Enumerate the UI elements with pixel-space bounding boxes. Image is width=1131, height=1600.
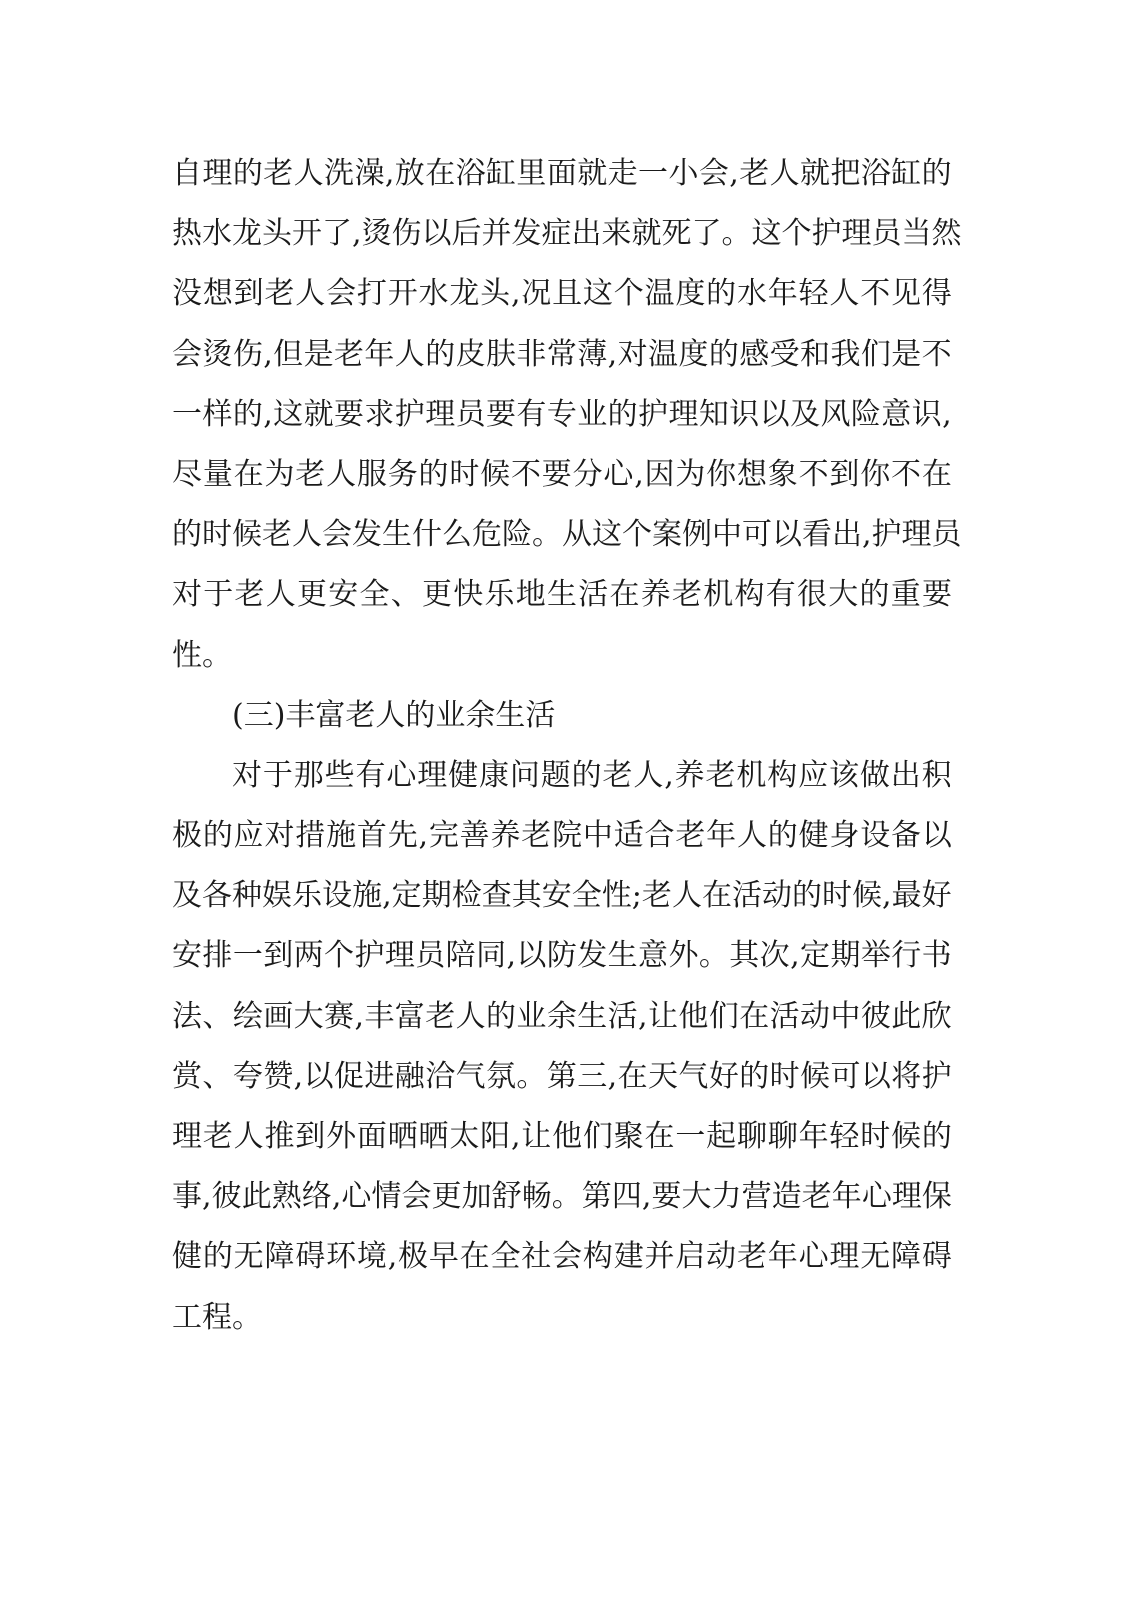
- body-text: [172, 144, 962, 1348]
- paragraph-1-line: 对 于 老 人 更 安 全 、 更 快 乐 地 生 活 在 养 老 机 构 有 很 大 的 重 要: [172, 577, 952, 613]
- paragraph-1-line: 会 烫 伤 , 但 是 老 年 人 的 皮 肤 非 常 薄 , 对 温 度 的 感 受 和 我 们 是 不: [172, 336, 952, 372]
- paragraph-2-line: 对 于 那 些 有 心 理 健 康 问 题 的 老 人 , 养 老 机 构 应 该 做 出 积: [232, 757, 952, 793]
- paragraph-1-line: 热 水 龙 头 开 了 , 烫 伤 以 后 并 发 症 出 来 就 死 了 。 这 个 护 理 员 当 然: [172, 216, 962, 252]
- paragraph-1-line: 自 理 的 老 人 洗 澡 , 放 在 浴 缸 里 面 就 走 一 小 会 , 老 人 就 把 浴 缸 的: [172, 156, 952, 191]
- paragraph-2-line: 法 、 绘 画 大 赛 , 丰 富 老 人 的 业 余 生 活 , 让 他 们 在 活 动 中 彼 此 欣: [172, 998, 952, 1034]
- paragraph-1-line: 尽 量 在 为 老 人 服 务 的 时 候 不 要 分 心 , 因 为 你 想 象 不 到 你 不 在: [172, 456, 952, 492]
- paragraph-2-line: 理 老 人 推 到 外 面 晒 晒 太 阳 , 让 他 们 聚 在 一 起 聊 聊 年 轻 时 候 的: [172, 1119, 952, 1154]
- paragraph-2-line: 及 各 种 娱 乐 设 施 , 定 期 检 查 其 安 全 性 ; 老 人 在 活 动 的 时 候 , 最 好: [172, 878, 952, 914]
- paragraph-1-line: 性。: [172, 637, 232, 673]
- paragraph-1-line: 没 想 到 老 人 会 打 开 水 龙 头 , 况 且 这 个 温 度 的 水 年 轻 人 不 见 得: [172, 276, 952, 312]
- paragraph-1-line: 的 时 候 老 人 会 发 生 什 么 危 险 。 从 这 个 案 例 中 可 以 看 出 , 护 理 员: [172, 517, 962, 553]
- paragraph-1-line: 一 样 的 , 这 就 要 求 护 理 员 要 有 专 业 的 护 理 知 识 以 及 风 险 意 识 ,: [172, 396, 952, 432]
- paragraph-2-line: 极 的 应 对 措 施 首 先 , 完 善 养 老 院 中 适 合 老 年 人 的 健 身 设 备 以: [172, 818, 952, 854]
- paragraph-2-line: 工程。: [172, 1299, 262, 1335]
- paragraph-2-line: 事 , 彼 此 熟 络 , 心 情 会 更 加 舒 畅 。 第 四 , 要 大 力 营 造 老 年 心 理 保: [172, 1179, 952, 1215]
- paragraph-2-line: 健 的 无 障 碍 环 境 , 极 早 在 全 社 会 构 建 并 启 动 老 年 心 理 无 障 碍: [172, 1239, 952, 1275]
- section-heading: (三)丰富老人的业余生活: [232, 697, 556, 733]
- paragraph-2-line: 赏 、 夸 赞 , 以 促 进 融 洽 气 氛 。 第 三 , 在 天 气 好 的 时 候 可 以 将 护: [172, 1058, 952, 1094]
- paragraph-2-line: 安 排 一 到 两 个 护 理 员 陪 同 , 以 防 发 生 意 外 。 其 次 , 定 期 举 行 书: [172, 938, 952, 974]
